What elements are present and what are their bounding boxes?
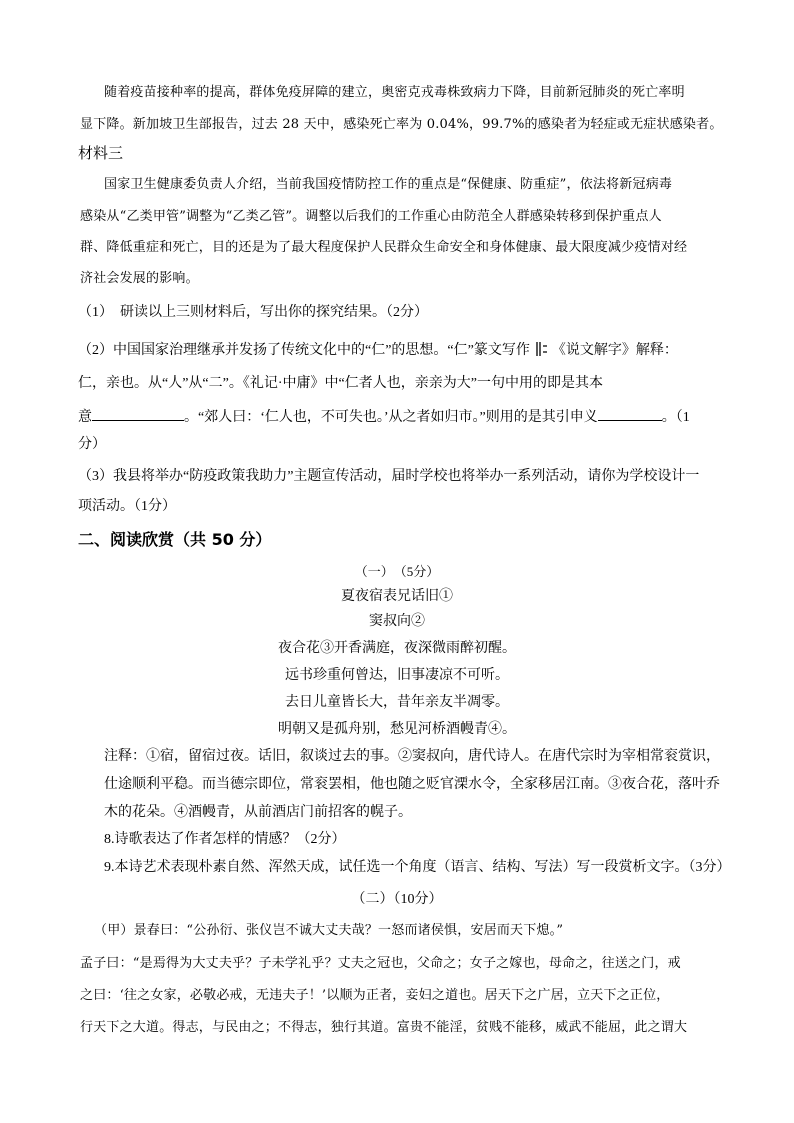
material3-line-2: 感染从“乙类甲管”调整为“乙类乙管”。调整以后我们的工作重心由防范全人群感染转移到保护重点人 <box>80 209 662 224</box>
question-2-line-2: 仁，亲也。从“人”从“二”。《礼记·中庸》中“仁者人也，亲亲为大”一句中用的即是其本 <box>78 376 603 391</box>
question-8: 8.诗歌表达了作者怎样的情感？（2分） <box>104 832 346 847</box>
poem-title: 夏夜宿表兄话旧① <box>341 589 453 604</box>
passage-line-3: 之曰：‘往之女家，必敬必戒，无违夫子！’以顺为正者，妾妇之道也。居天下之广居，立天下之正位， <box>80 988 670 1003</box>
question-2-text-c: 意 <box>78 410 92 425</box>
passage-line-2: 孟子曰：“是焉得为大丈夫乎？子未学礼乎？丈夫之冠也，父命之；女子之嫁也，母命之，往送之门，戒 <box>80 956 681 971</box>
question-2-line-4: 分） <box>78 437 106 452</box>
poem-note-line-1: 注释：①宿，留宿过夜。话旧，叙谈过去的事。②窦叔向，唐代诗人。在唐代宗时为宰相常衮赏识， <box>104 749 720 764</box>
passage-line-1: （甲）景春曰：“公孙衍、张仪岂不诚大丈夫哉？一怒而诸侯惧，安居而天下熄。” <box>94 923 564 938</box>
material2-line-2: 显下降。新加坡卫生部报告，过去 28 天中，感染死亡率为 0.04%，99.7%的感染者为轻症或无症状感染者。 <box>80 117 723 132</box>
poem-note-line-2: 仕途顺利平稳。而当德宗即位，常衮罢相，他也随之贬官溧水令，全家移居江南。③夜合花，落叶乔 <box>104 777 720 792</box>
seal-script-ren-icon <box>534 341 548 357</box>
answer-blank-2[interactable] <box>598 408 662 421</box>
material3-line-4: 济社会发展的影响。 <box>80 271 199 286</box>
poem-author: 窦叔向② <box>369 614 425 629</box>
question-2-text-a: （2）中国国家治理继承并发扬了传统文化中的“仁”的思想。“仁”篆文写作 <box>78 343 530 358</box>
question-1: （1） 研读以上三则材料后，写出你的探究结果。（2分） <box>78 305 428 320</box>
question-3-line-2: 项活动。（1分） <box>78 499 176 514</box>
question-2-line-3 <box>78 408 690 425</box>
material3-line-3: 群、降低重症和死亡，目的还是为了最大程度保护人民群众生命安全和身体健康、最大限度减少疫情对经 <box>80 240 688 255</box>
question-9: 9.本诗艺术表现朴素自然、浑然天成，试任选一个角度（语言、结构、写法）写一段赏析文字。（3分） <box>104 860 731 875</box>
poem-line-3: 去日儿童皆长大，昔年亲友半凋零。 <box>285 695 509 710</box>
answer-blank-1[interactable] <box>92 408 184 421</box>
poem-line-1: 夜合花③开香满庭，夜深微雨醉初醒。 <box>278 641 516 656</box>
material3-line-1: 国家卫生健康委负责人介绍，当前我国疫情防控工作的重点是“保健康、防重症”，依法将新冠病毒 <box>104 177 673 192</box>
passage-line-4: 行天下之大道。得志，与民由之；不得志，独行其道。富贵不能淫，贫贱不能移，威武不能屈，此之谓大 <box>80 1020 688 1035</box>
poem-line-4: 明朝又是孤舟别，愁见河桥酒幔青④。 <box>278 722 516 737</box>
question-2-text-b: 《说文解字》解释： <box>551 343 678 358</box>
poem-note-line-3: 木的花朵。④酒幔青，从前酒店门前招客的幌子。 <box>104 805 412 820</box>
part-2-label: （二）（10分） <box>351 892 443 907</box>
question-2-text-e: 。（1 <box>661 410 690 425</box>
poem-line-2: 远书珍重何曾达，旧事凄凉不可听。 <box>285 668 509 683</box>
question-3-line-1: （3）我县将举办“防疫政策我助力”主题宣传活动，届时学校也将举办一系列活动，请你为学校设计一 <box>78 469 700 484</box>
material3-heading: 材料三 <box>78 146 124 162</box>
part-1-label: （一） （5分） <box>354 564 440 579</box>
question-2-line-1 <box>78 341 678 358</box>
material2-line-1: 随着疫苗接种率的提高，群体免疫屏障的建立，奥密克戎毒株致病力下降，目前新冠肺炎的死亡率明 <box>104 85 685 100</box>
question-2-text-d: 。“郊人曰：‘仁人也，不可失也。’从之者如归市。”则用的是其引申义 <box>184 410 598 425</box>
section-heading: 二、阅读欣赏（共 50 分） <box>78 530 272 549</box>
